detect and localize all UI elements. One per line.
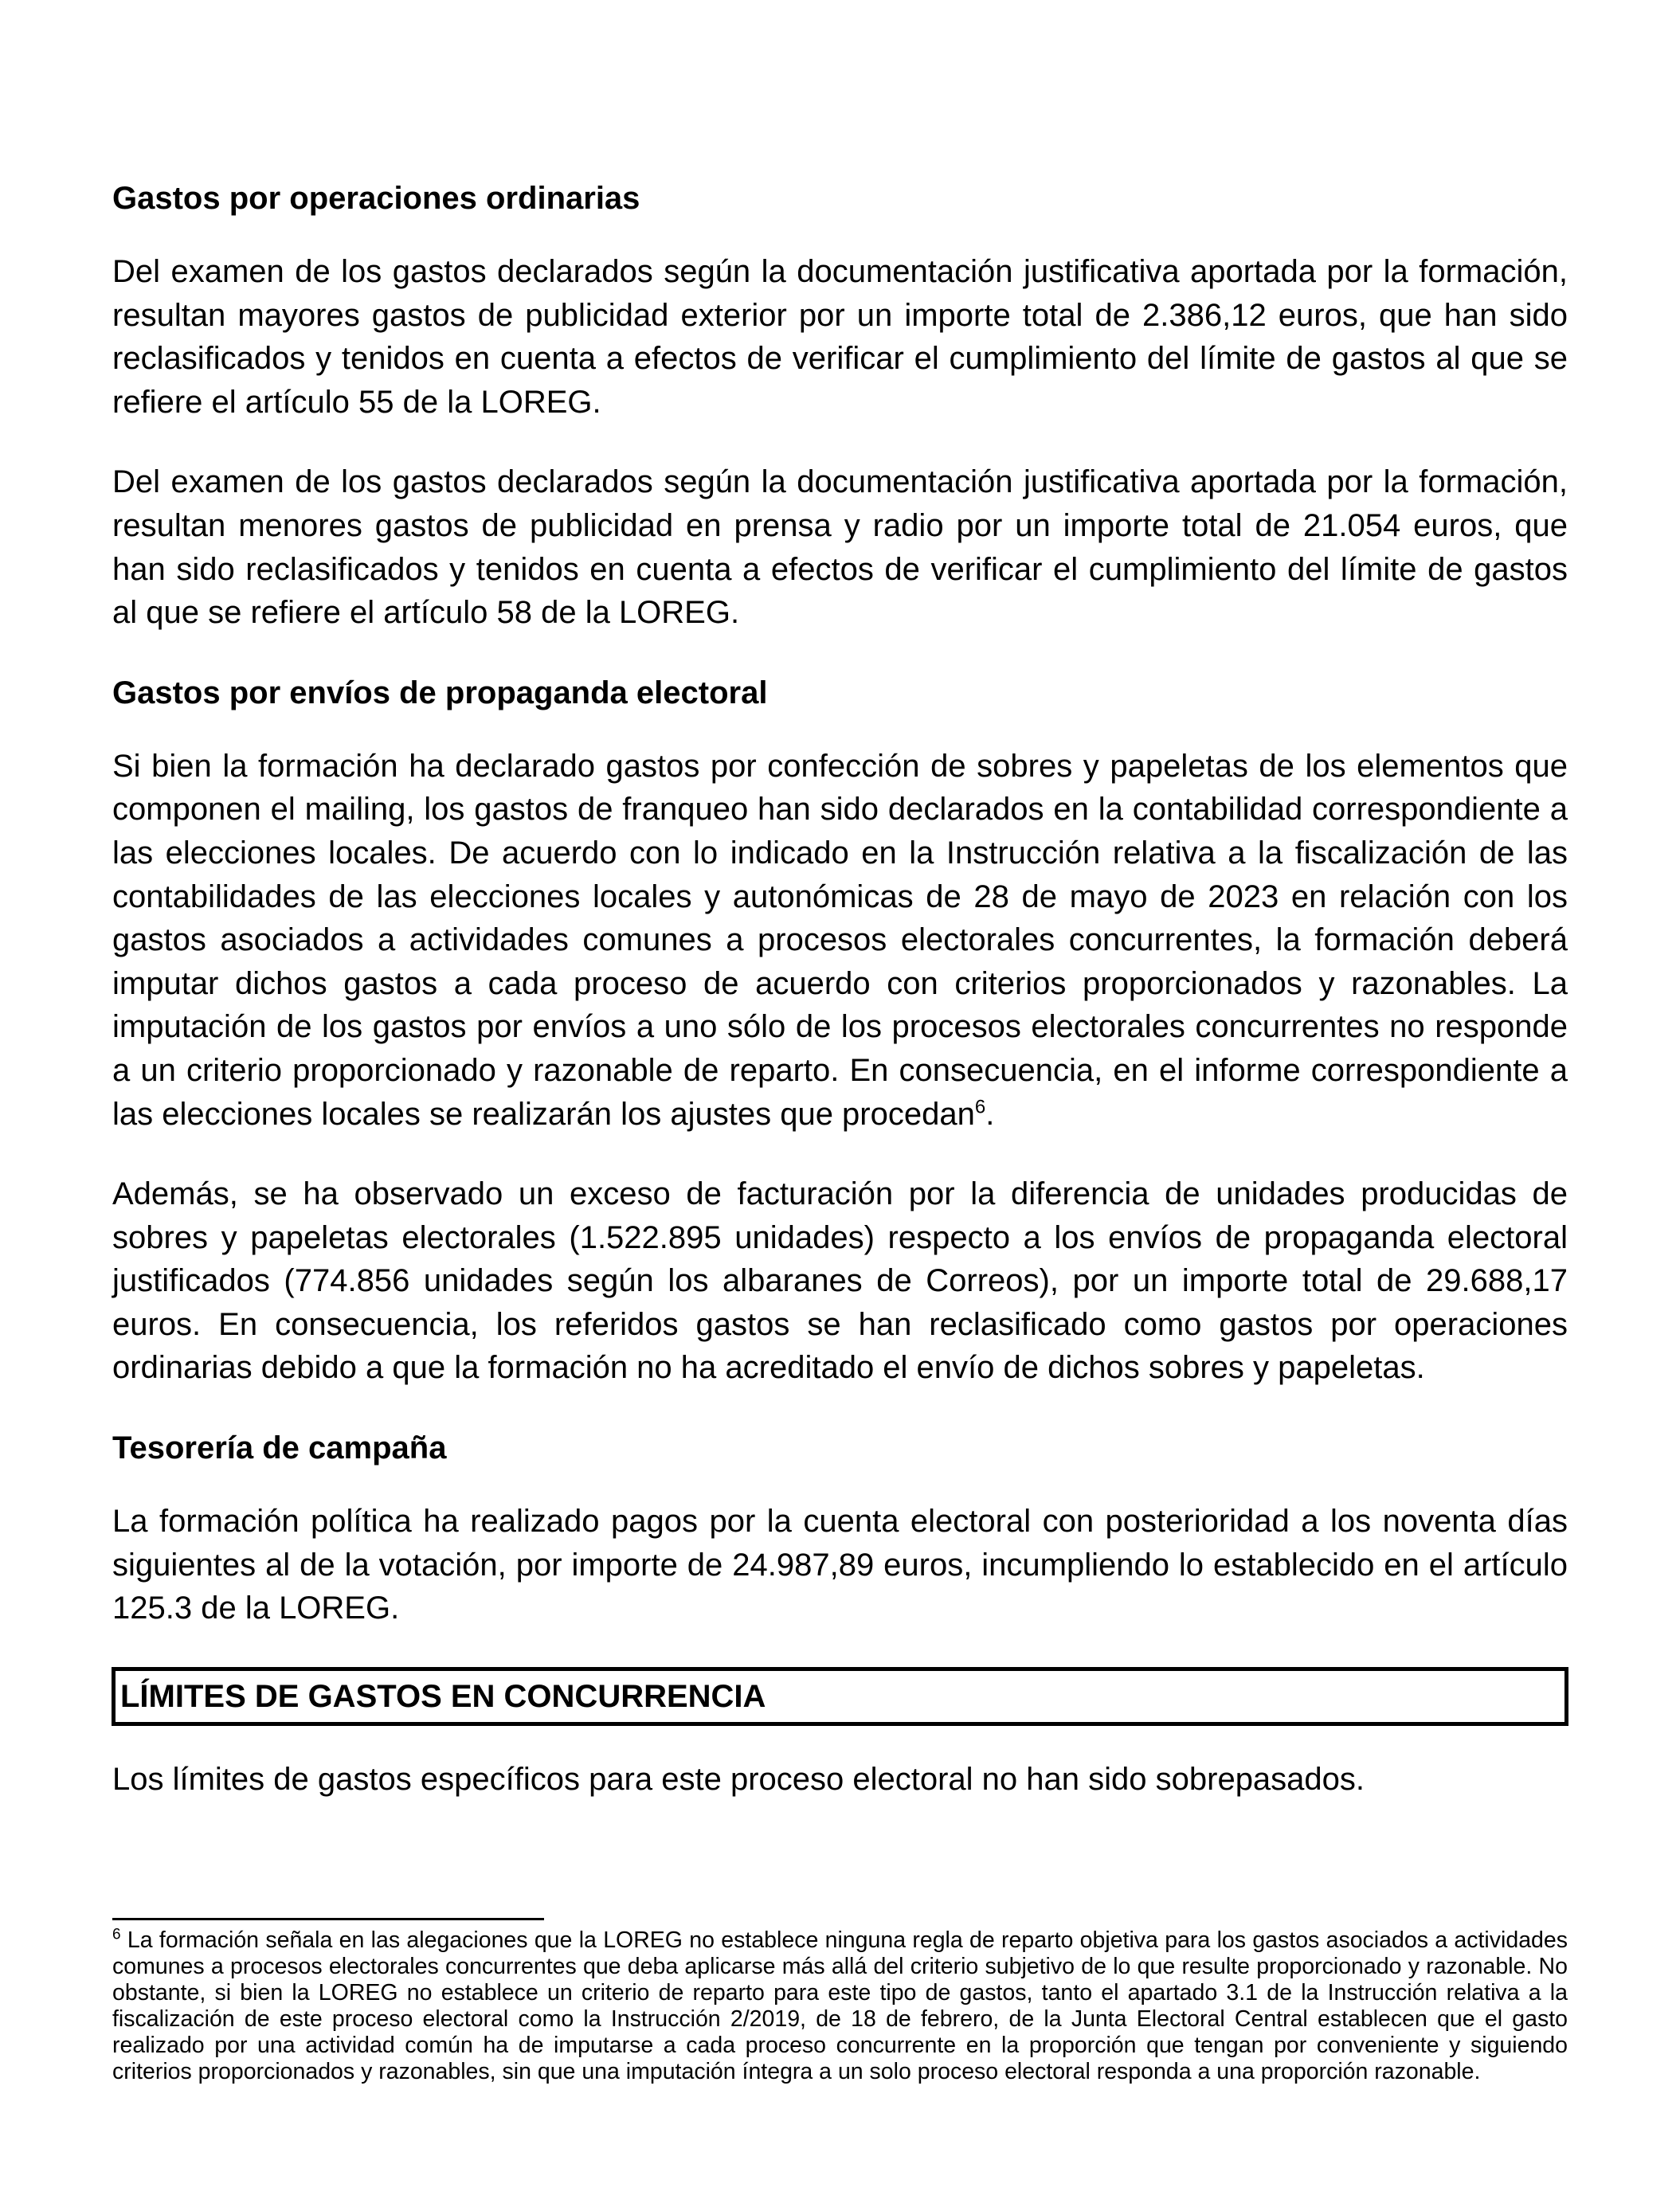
heading-mailing-expenses: Gastos por envíos de propaganda electoral [112, 675, 768, 710]
document-body [112, 177, 1568, 1837]
heading-concurrence-spending-limits: LÍMITES DE GASTOS EN CONCURRENCIA [112, 1667, 1568, 1726]
footnote-number: 6 [112, 1926, 121, 1943]
paragraph-mailing-allocation-end: . [985, 1096, 995, 1132]
paragraph-late-payments: La formación política ha realizado pagos por la cuenta electoral con posterioridad a los noventa días siguientes al de la votación, por importe de 24.987,89 euros, incumpliendo lo establecido en el artículo 125.3 de la LOREG. [112, 1504, 1568, 1626]
paragraph-press-radio-advertising: Del examen de los gastos declarados según la documentación justificativa aportada por la formación, resultan menores gastos de publicidad en prensa y radio por un importe total de 21.054 euros, que han sido reclasificados y tenidos en cuenta a efectos de verificar el cumplimiento del límite de gastos al que se refiere el artículo 58 de la LOREG. [112, 464, 1568, 631]
heading-campaign-treasury: Tesorería de campaña [112, 1430, 447, 1466]
footnote-reference: 6 [974, 1096, 986, 1118]
footnote-text: La formación señala en las alegaciones que la LOREG no establece ninguna regla de reparto objetiva para los gastos asociados a actividades comunes a procesos electorales concurrentes que deba aplicarse más allá del criterio subjetivo de lo que resulte proporcionado y razonable. No obstante, si bien la LOREG no establece un criterio de reparto para este tipo de gastos, tanto el apartado 3.1 de la Instrucción relativa a la fiscalización de este proceso electoral como la Instrucción 2/2019, de 18 de febrero, de la Junta Electoral Central establecen que el gasto realizado por una actividad común ha de imputarse a cada proceso concurrente en la proporción que tengan por conveniente y siguiendo criterios proporcionados y razonables, sin que una imputación íntegra a un solo proceso electoral responda a una proporción razonable. [112, 1927, 1568, 2084]
heading-ordinary-expenses: Gastos por operaciones ordinarias [112, 181, 640, 216]
paragraph-limits-not-exceeded: Los límites de gastos específicos para este proceso electoral no han sido sobrepasados. [112, 1761, 1365, 1797]
footnote-separator [112, 1918, 544, 1920]
paragraph-mailing-allocation [112, 745, 1568, 1136]
footnote-6 [112, 1927, 1568, 2085]
paragraph-billing-excess: Además, se ha observado un exceso de facturación por la diferencia de unidades producidas de sobres y papeletas electorales (1.522.895 unidades) respecto a los envíos de propaganda electoral justificados (774.856 unidades según los albaranes de Correos), por un importe total de 29.688,17 euros. En consecuencia, los referidos gastos se han reclasificado como gastos por operaciones ordinarias debido a que la formación no ha acreditado el envío de dichos sobres y papeletas. [112, 1176, 1568, 1386]
paragraph-outdoor-advertising: Del examen de los gastos declarados según la documentación justificativa aportada por la formación, resultan mayores gastos de publicidad exterior por un importe total de 2.386,12 euros, que han sido reclasificados y tenidos en cuenta a efectos de verificar el cumplimiento del límite de gastos al que se refiere el artículo 55 de la LOREG. [112, 254, 1568, 420]
paragraph-mailing-allocation-text: Si bien la formación ha declarado gastos por confección de sobres y papeletas de los elementos que componen el mailing, los gastos de franqueo han sido declarados en la contabilidad correspondiente a las elecciones locales. De acuerdo con lo indicado en la Instrucción relativa a la fiscalización de las contabilidades de las elecciones locales y autonómicas de 28 de mayo de 2023 en relación con los gastos asociados a actividades comunes a procesos electorales concurrentes, la formación deberá imputar dichos gastos a cada proceso de acuerdo con criterios proporcionados y razonables. La imputación de los gastos por envíos a uno sólo de los procesos electorales concurrentes no responde a un criterio proporcionado y razonable de reparto. En consecuencia, en el informe correspondiente a las elecciones locales se realizarán los ajustes que procedan [112, 748, 1568, 1132]
